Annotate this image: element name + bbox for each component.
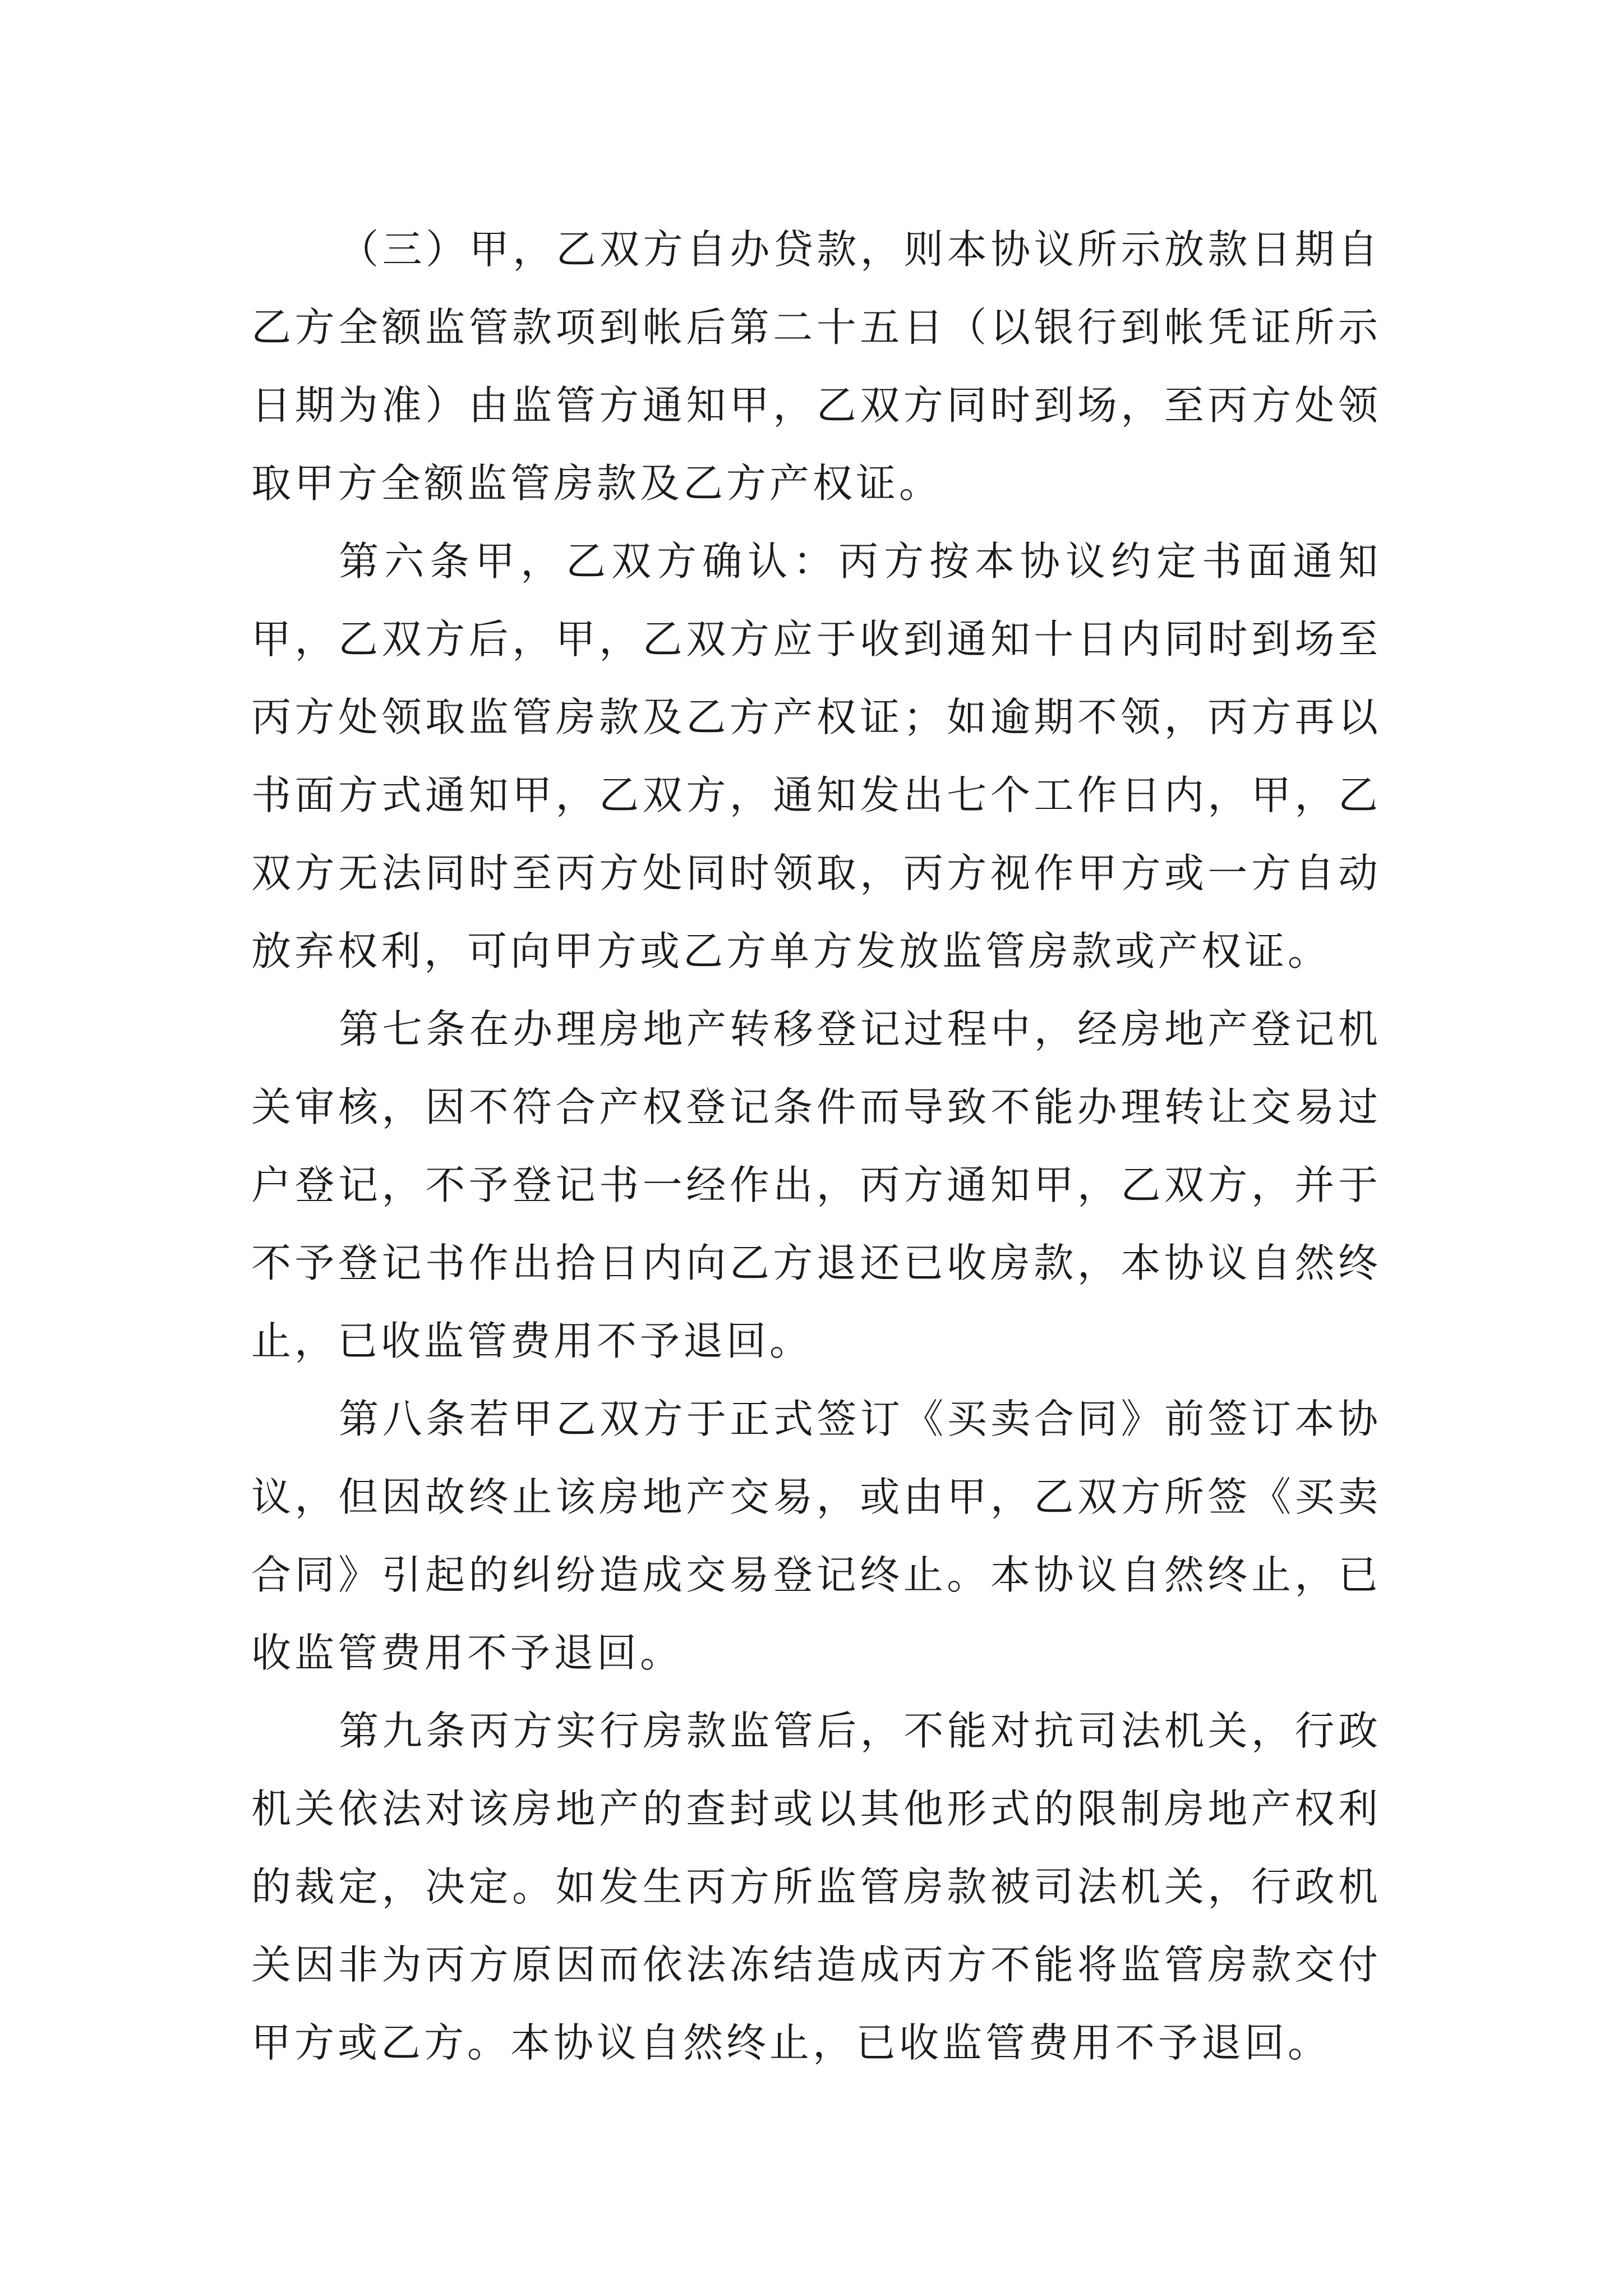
paragraph-loan-release: （三）甲，乙双方自办贷款，则本协议所示放款日期自乙方全额监管款项到帐后第二十五日（以银行到帐凭证所示日期为准）由监管方通知甲，乙双方同时到场，至丙方处领取甲方全额监管房款及乙方产权证。 <box>251 226 1381 507</box>
paragraph-article-7: 第七条在办理房地产转移登记过程中，经房地产登记机关审核，因不符合产权登记条件而导致不能办理转让交易过户登记，不予登记书一经作出，丙方通知甲，乙双方，并于不予登记书作出拾日内向乙方退还已收房款，本协议自然终止，已收监管费用不予退回。 <box>251 1006 1381 1364</box>
paragraph-article-8: 第八条若甲乙双方于正式签订《买卖合同》前签订本协议，但因故终止该房地产交易，或由甲，乙双方所签《买卖合同》引起的纠纷造成交易登记终止。本协议自然终止，已收监管费用不予退回。 <box>251 1396 1381 1676</box>
paragraph-article-6: 第六条甲，乙双方确认：丙方按本协议约定书面通知甲，乙双方后，甲，乙双方应于收到通知十日内同时到场至丙方处领取监管房款及乙方产权证；如逾期不领，丙方再以书面方式通知甲，乙双方，通知发出七个工作日内，甲，乙双方无法同时至丙方处同时领取，丙方视作甲方或一方自动放弃权利，可向甲方或乙方单方发放监管房款或产权证。 <box>251 538 1381 974</box>
paragraph-article-9: 第九条丙方实行房款监管后，不能对抗司法机关，行政机关依法对该房地产的查封或以其他形式的限制房地产权利的裁定，决定。如发生丙方所监管房款被司法机关，行政机关因非为丙方原因而依法冻结造成丙方不能将监管房款交付甲方或乙方。本协议自然终止，已收监管费用不予退回。 <box>251 1708 1381 2066</box>
document-body <box>251 210 1381 2082</box>
